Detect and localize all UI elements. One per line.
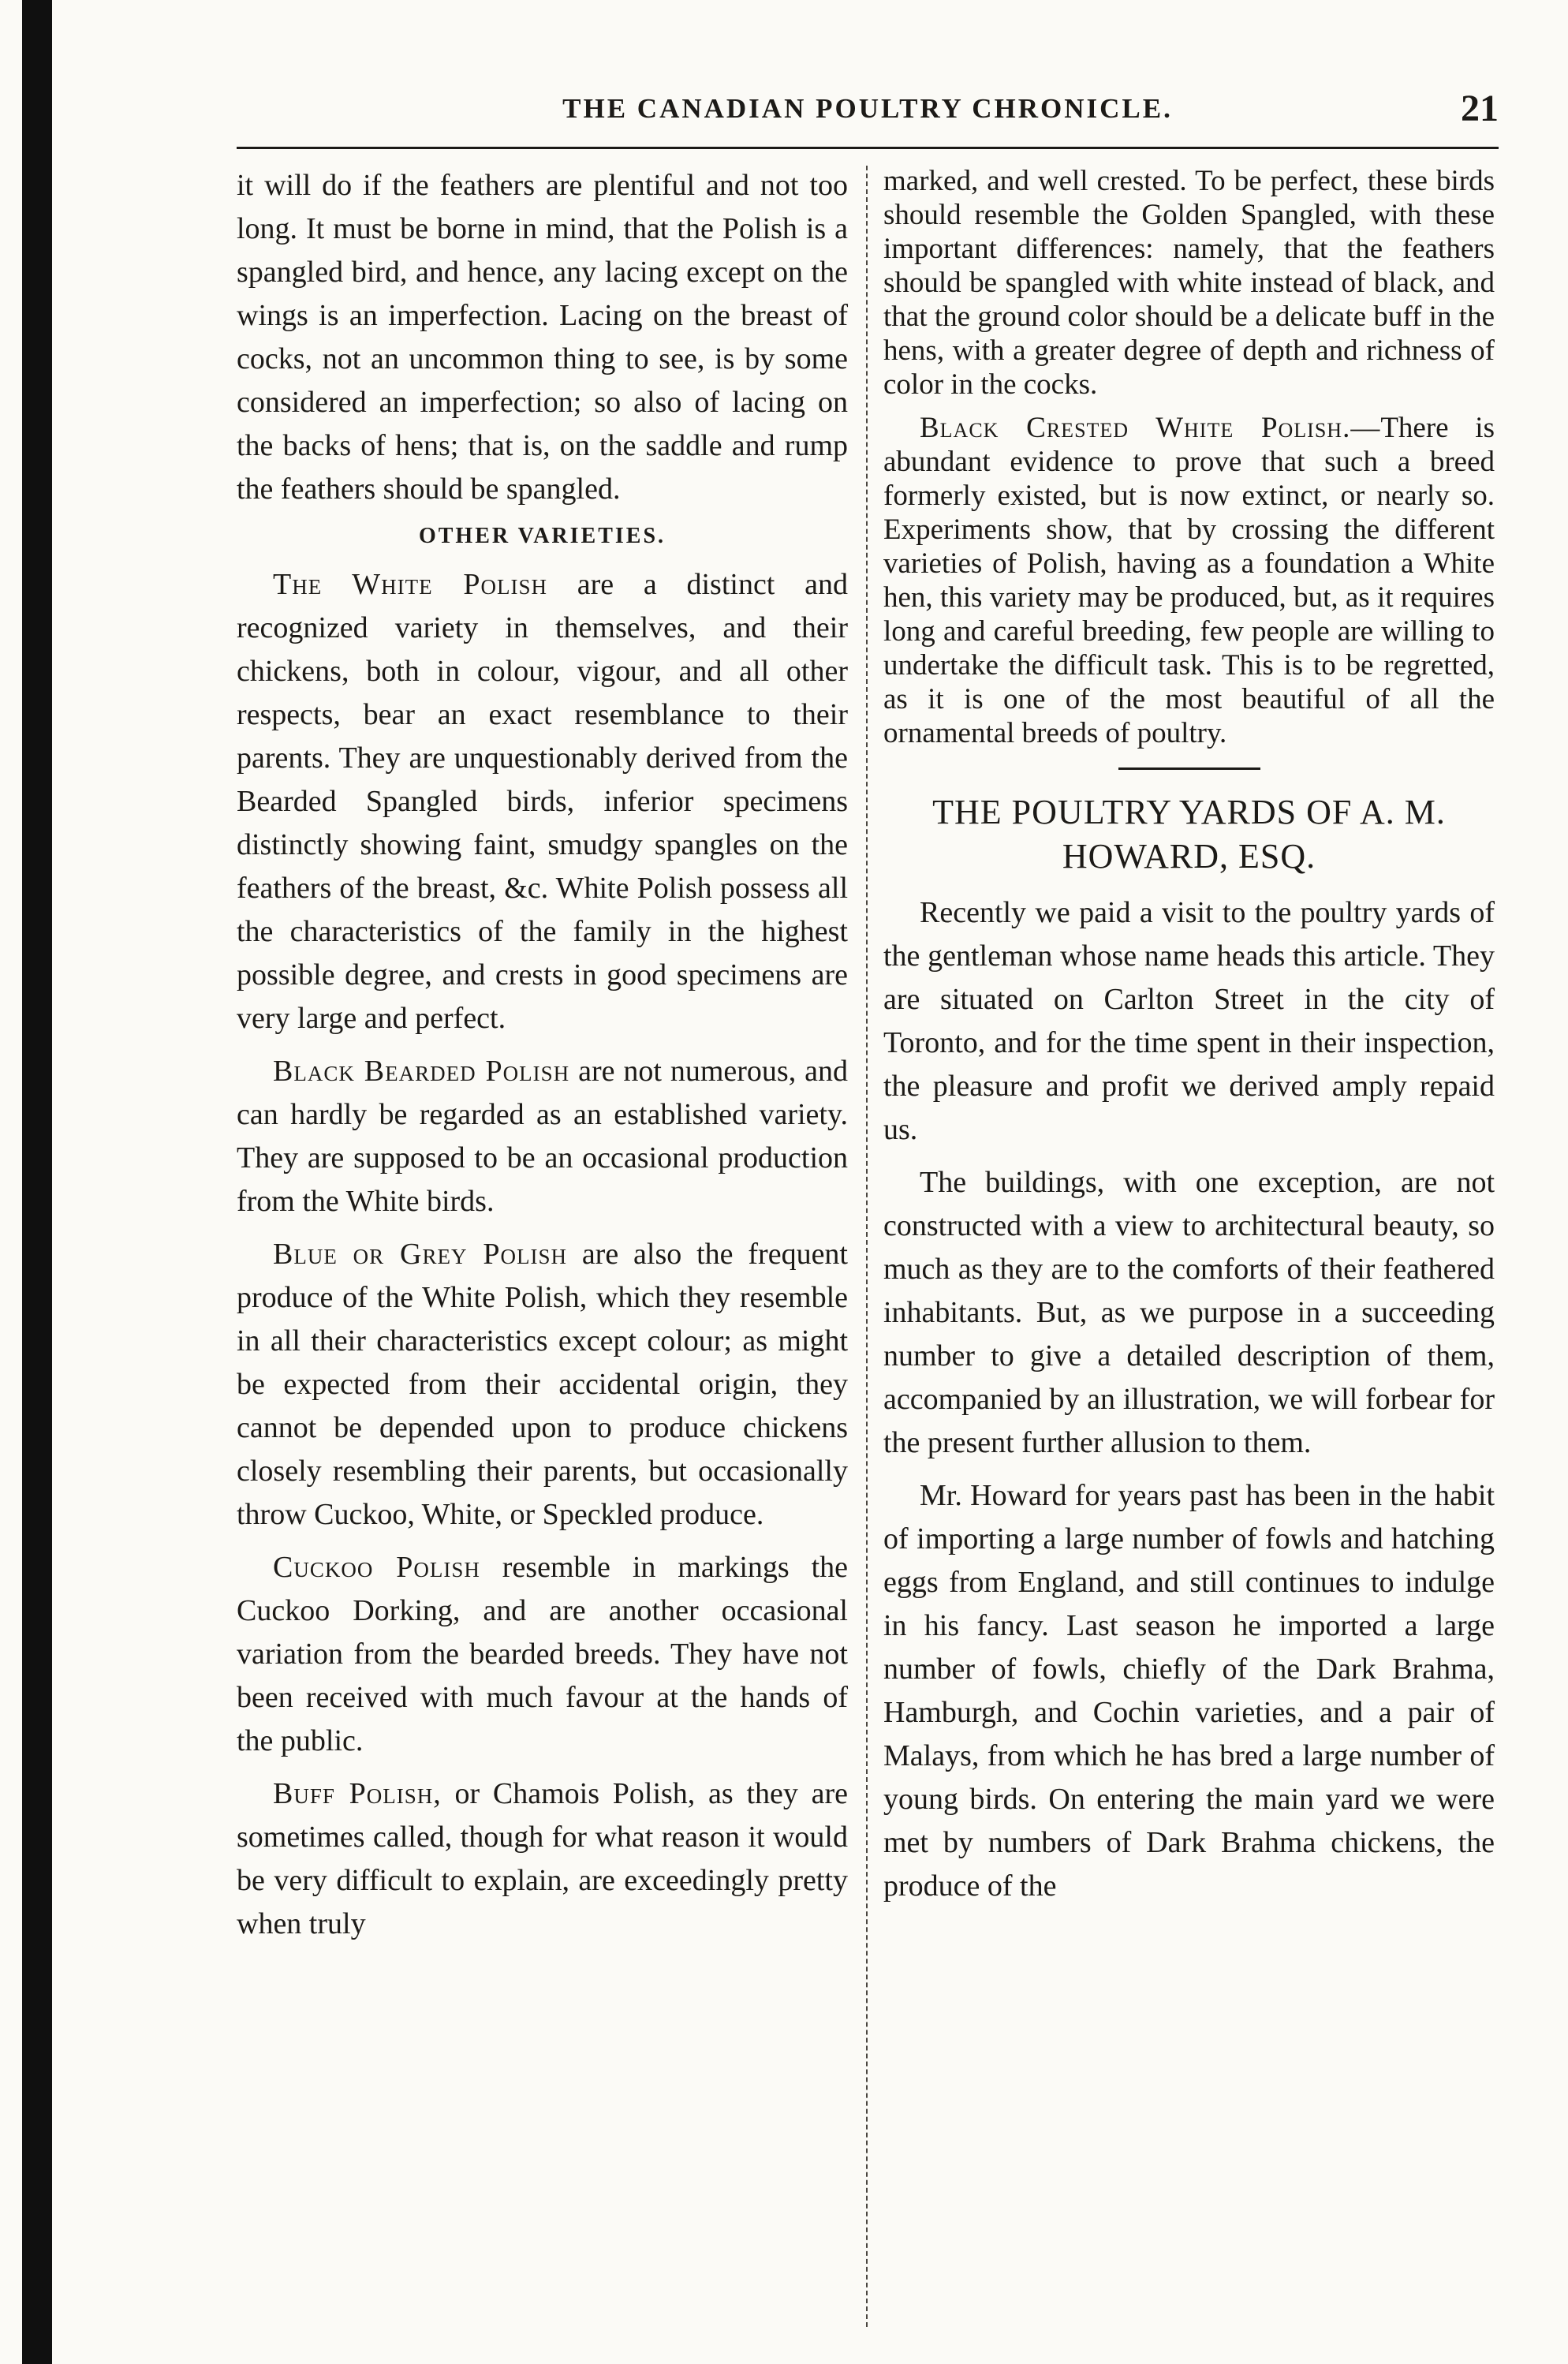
paragraph-buildings: The buildings, with one exception, are not constructed with a view to architectural beauty, so much as they are to the comforts of their feathered inhabitants. But, as we purpose in a succeeding number to give a detailed description of them, accompanied by an illustration, we will forbear for the present further allusion to them. [883,1166,1495,1459]
paragraph-lacing: it will do if the feathers are plentiful and not too long. It must be borne in mind, that the Polish is a spangled bird, and hence, any lacing except on the wings is an imperfection. Lacing on the breast of cocks, not an uncommon thing to see, is by some considered an imperfection; so also of lacing on the backs of hens; that is, on the saddle and rump the feathers should be spangled. [237,169,848,506]
article-title: THE POULTRY YARDS OF A. M. HOWARD, ESQ. [932,793,1446,876]
lead-white-polish: The White Polish [273,568,547,601]
lead-blue-grey-polish: Blue or Grey Polish [273,1238,567,1271]
book-binding-edge [22,0,52,2364]
running-title: THE CANADIAN POULTRY CHRONICLE. [562,93,1173,124]
lead-buff-polish: Buff Polish, [273,1777,442,1810]
lead-black-crested-white-polish: Black Crested White Polish.— [920,412,1381,444]
paragraph-black-bearded-polish [237,1050,848,1223]
paragraph-white-polish [237,563,848,1040]
header-rule [237,147,1499,149]
column-divider [866,166,868,2327]
subheading-other-varieties: OTHER VARIETIES. [418,524,666,548]
section-rule [1118,767,1260,770]
right-column-top-section [883,164,1495,750]
page-number: 21 [1461,88,1499,129]
paragraph-blue-grey-polish [237,1233,848,1537]
paragraph-visit: Recently we paid a visit to the poultry yards of the gentleman whose name heads this article. They are situated on Carlton Street in the city of Toronto, and for the time spent in their inspection, the pleasure and profit we derived amply repaid us. [883,896,1495,1146]
paragraph-importing: Mr. Howard for years past has been in the habit of importing a large number of fowls and hatching eggs from England, and still continues to indulge in his fancy. Last season he imported a large number of fowls, chiefly of the Dark Brahma, Hamburgh, and Cochin varieties, and a pair of Malays, from which he has bred a large number of young birds. On entering the main yard we were met by numbers of Dark Brahma chickens, the produce of the [883,1479,1495,1903]
paragraph-black-crested-white-polish [883,411,1495,750]
body-buff-polish: or Chamois Polish, as they are sometimes called, though for what reason it would be very difficult to explain, are exceedingly pretty when truly [237,1777,848,1940]
left-column [237,164,848,2348]
lead-black-bearded-polish: Black Bearded Polish [273,1055,570,1088]
body-blue-grey-polish: are also the frequent produce of the White Polish, which they resemble in all their characteristics except colour; as might be expected from their accidental origin, they cannot be depended upon to produce chickens closely resembling their parents, but occasionally throw Cuckoo, White, or Speckled produce. [237,1238,848,1531]
body-black-crested-white-polish: There is abundant evidence to prove that such a breed formerly existed, but is now extinct, or nearly so. Experiments show, that by crossing the different varieties of Polish, having as a foundation a White hen, this variety may be produced, but, as it requires long and careful breeding, few people are willing to undertake the difficult task. This is to be regretted, as it is one of the most beautiful of all the ornamental breeds of poultry. [883,412,1495,749]
paragraph-buff-polish [237,1772,848,1946]
paragraph-cuckoo-polish [237,1546,848,1763]
page-header [237,87,1499,134]
right-column [883,164,1495,2348]
body-black-bearded-polish: are not numerous, and can hardly be regarded as an established variety. They are supposed to be an occasional production from the White birds. [237,1055,848,1218]
body-white-polish: are a distinct and recognized variety in themselves, and their chickens, both in colour, vigour, and all other respects, bear an exact resemblance to their parents. They are unquestionably derived from the Bearded Spangled birds, inferior specimens distinctly showing faint, smudgy spangles on the feathers of the breast, &c. White Polish possess all the characteristics of the family in the highest possible degree, and crests in good specimens are very large and perfect. [237,568,848,1035]
body-cuckoo-polish: resemble in markings the Cuckoo Dorking, and are another occasional variation from the bearded breeds. They have not been received with much favour at the hands of the public. [237,1551,848,1757]
paragraph-buff-continued: marked, and well crested. To be perfect, these birds should resemble the Golden Spangled, with these important differences: namely, that the feathers should be spangled with white instead of black, and that the ground color should be a delicate buff in the hens, with a greater degree of depth and richness of color in the cocks. [883,165,1495,401]
lead-cuckoo-polish: Cuckoo Polish [273,1551,480,1584]
